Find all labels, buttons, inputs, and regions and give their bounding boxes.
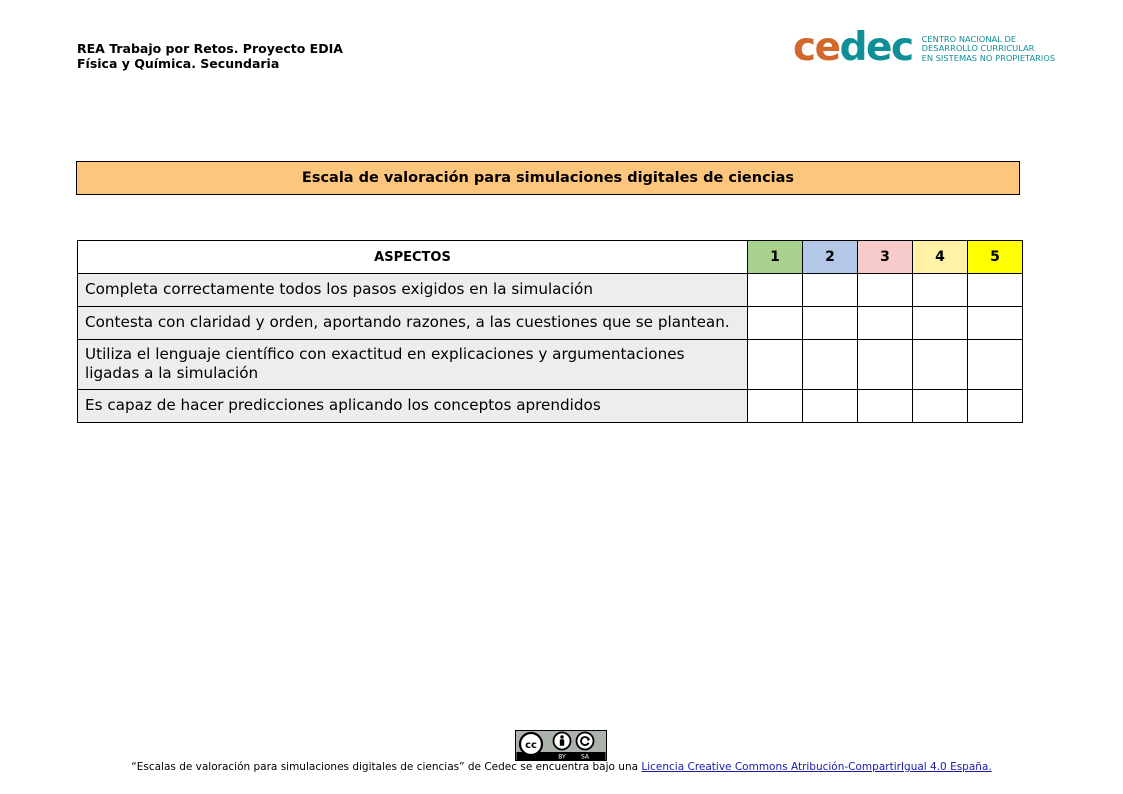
cedec-logo: [793, 25, 1056, 70]
score-cell[interactable]: [913, 307, 968, 340]
aspect-cell: Completa correctamente todos los pasos exigidos en la simulación: [78, 274, 748, 307]
header-line-project: REA Trabajo por Retos. Proyecto EDIA: [77, 41, 343, 56]
license-notice: [0, 761, 1123, 773]
license-text: “Escalas de valoración para simulaciones digitales de ciencias” de Cedec se encuentra bajo una: [131, 761, 642, 773]
cc-icon-label: cc: [525, 740, 537, 751]
score-cell[interactable]: [748, 390, 803, 423]
score-header-4: 4: [913, 241, 968, 274]
header-line-subject: Física y Química. Secundaria: [77, 56, 280, 71]
score-cell[interactable]: [858, 307, 913, 340]
table-row: [78, 307, 1023, 340]
by-label: BY: [558, 753, 566, 761]
aspect-cell: Utiliza el lenguaje científico con exactitud en explicaciones y argumentaciones ligadas a la simulación: [78, 340, 748, 390]
logo-subtitle-line: DESARROLLO CURRICULAR: [921, 43, 1035, 54]
score-cell[interactable]: [803, 307, 858, 340]
rating-scale-table: [77, 240, 1023, 423]
share-alike-icon: [577, 733, 594, 750]
logo-wordmark: [793, 25, 913, 70]
score-cell[interactable]: [803, 340, 858, 390]
logo-subtitle: [922, 35, 1056, 64]
aspect-cell: Contesta con claridad y orden, aportando razones, a las cuestiones que se plantean.: [78, 307, 748, 340]
score-cell[interactable]: [748, 274, 803, 307]
score-cell[interactable]: [858, 340, 913, 390]
logo-subtitle-line: EN SISTEMAS NO PROPIETARIOS: [921, 52, 1056, 63]
score-cell[interactable]: [968, 307, 1023, 340]
score-header-3: 3: [858, 241, 913, 274]
score-cell[interactable]: [968, 274, 1023, 307]
score-cell[interactable]: [968, 340, 1023, 390]
sa-label: SA: [580, 753, 590, 761]
cc-by-sa-badge[interactable]: [515, 730, 607, 761]
aspects-column-header: ASPECTOS: [78, 241, 748, 274]
score-header-1: 1: [748, 241, 803, 274]
logo-wordmark-dec: dec: [839, 25, 913, 70]
score-cell[interactable]: [748, 307, 803, 340]
score-cell[interactable]: [858, 274, 913, 307]
table-header-row: [78, 241, 1023, 274]
score-cell[interactable]: [913, 340, 968, 390]
score-header-5: 5: [968, 241, 1023, 274]
score-cell[interactable]: [858, 390, 913, 423]
score-cell[interactable]: [803, 274, 858, 307]
table-row: [78, 274, 1023, 307]
aspect-cell: Es capaz de hacer predicciones aplicando los conceptos aprendidos: [78, 390, 748, 423]
document-title: Escala de valoración para simulaciones digitales de ciencias: [76, 161, 1020, 195]
score-cell[interactable]: [913, 390, 968, 423]
score-cell[interactable]: [748, 340, 803, 390]
score-cell[interactable]: [968, 390, 1023, 423]
logo-subtitle-line: CENTRO NACIONAL DE: [921, 33, 1017, 44]
table-row: [78, 340, 1023, 390]
logo-wordmark-ce: ce: [793, 25, 840, 70]
score-cell[interactable]: [913, 274, 968, 307]
document-header: [77, 41, 343, 71]
table-row: [78, 390, 1023, 423]
score-cell[interactable]: [803, 390, 858, 423]
score-header-2: 2: [803, 241, 858, 274]
license-link[interactable]: Licencia Creative Commons Atribución-CompartirIgual 4.0 España.: [641, 761, 992, 773]
